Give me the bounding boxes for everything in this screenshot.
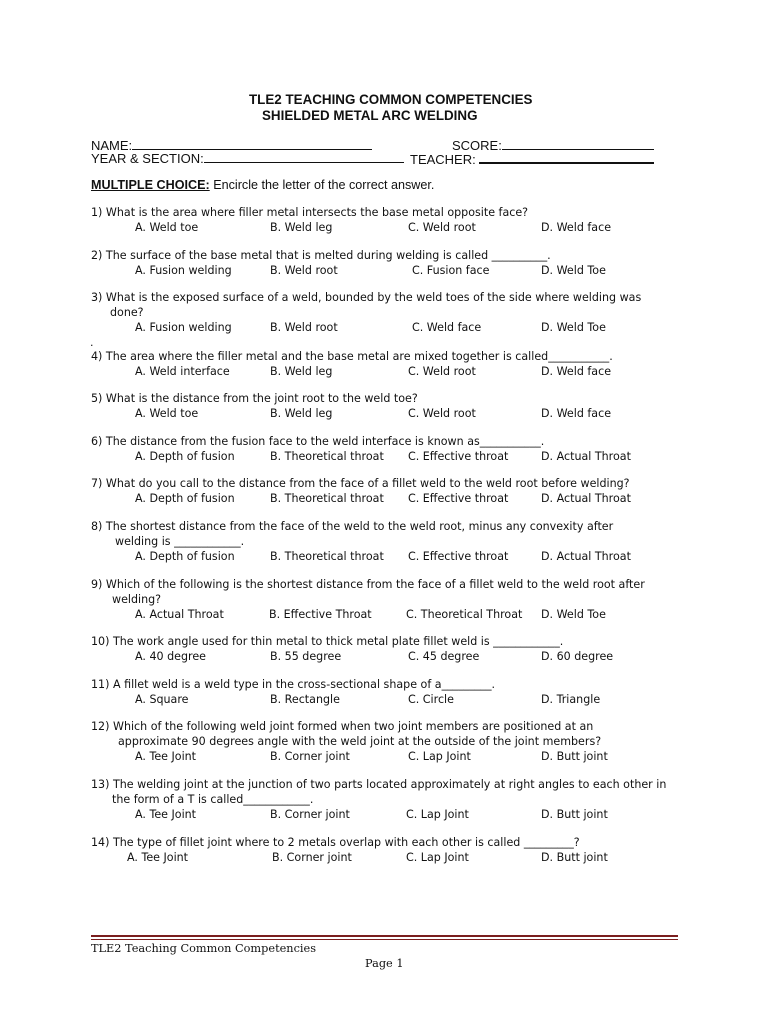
option-a[interactable]: A. Tee Joint: [135, 750, 197, 763]
option-b[interactable]: B. Effective Throat: [269, 608, 372, 621]
option-d[interactable]: D. Weld Toe: [541, 608, 606, 621]
option-a[interactable]: A. Actual Throat: [135, 608, 224, 621]
option-b[interactable]: B. Corner joint: [270, 808, 350, 821]
option-c[interactable]: C. Theoretical Throat: [406, 608, 523, 621]
option-b[interactable]: B. Weld leg: [270, 365, 333, 378]
question-text: 8) The shortest distance from the face of the weld to the weld root, minus any convexity after: [91, 520, 614, 533]
question-text-continued: done?: [110, 306, 144, 319]
option-a[interactable]: A. Fusion welding: [135, 264, 232, 277]
title-line-2: SHIELDED METAL ARC WELDING: [262, 108, 478, 123]
option-d[interactable]: D. Actual Throat: [541, 550, 631, 563]
option-b[interactable]: B. Weld leg: [270, 407, 333, 420]
option-a[interactable]: A. Depth of fusion: [135, 450, 235, 463]
question-text-continued: approximate 90 degrees angle with the weld joint at the outside of the joint members?: [118, 735, 602, 748]
option-d[interactable]: D. Actual Throat: [541, 492, 631, 505]
option-c[interactable]: C. Weld root: [408, 407, 476, 420]
instructions-text: Encircle the letter of the correct answer.: [209, 178, 435, 192]
score-label: SCORE:: [452, 138, 502, 153]
option-b[interactable]: B. Theoretical throat: [270, 492, 384, 505]
option-d[interactable]: D. Weld face: [541, 365, 612, 378]
option-d[interactable]: D. Weld face: [541, 221, 612, 234]
option-b[interactable]: B. Weld root: [270, 321, 338, 334]
option-a[interactable]: A. Tee Joint: [135, 808, 197, 821]
question-text-continued: welding?: [112, 593, 162, 606]
option-b[interactable]: B. Rectangle: [270, 693, 340, 706]
teacher-blank: [479, 150, 654, 164]
option-a[interactable]: A. Weld interface: [135, 365, 230, 378]
option-d[interactable]: D. 60 degree: [541, 650, 614, 663]
year-section-blank: [204, 150, 404, 163]
option-d[interactable]: D. Butt joint: [541, 808, 608, 821]
question-text: 7) What do you call to the distance from the face of a fillet weld to the weld root before welding?: [91, 477, 630, 490]
option-c[interactable]: C. 45 degree: [408, 650, 480, 663]
footer-rule-thick: [91, 935, 678, 937]
question-text-continued: the form of a T is called____________.: [112, 793, 314, 806]
footer-title: TLE2 Teaching Common Competencies: [91, 942, 316, 955]
title-line-1: TLE2 TEACHING COMMON COMPETENCIES: [249, 92, 533, 107]
question-text: 6) The distance from the fusion face to the weld interface is known as___________.: [91, 435, 545, 448]
question-text: 9) Which of the following is the shortest distance from the face of a fillet weld to the weld root after: [91, 578, 645, 591]
option-c[interactable]: C. Effective throat: [408, 492, 509, 505]
option-c[interactable]: C. Lap Joint: [408, 750, 471, 763]
option-c[interactable]: C. Effective throat: [408, 450, 509, 463]
option-b[interactable]: B. Weld root: [270, 264, 338, 277]
option-d[interactable]: D. Actual Throat: [541, 450, 631, 463]
question-text: 5) What is the distance from the joint root to the weld toe?: [91, 392, 418, 405]
page-number: Page 1: [365, 957, 404, 970]
option-c[interactable]: C. Fusion face: [412, 264, 490, 277]
option-c[interactable]: C. Lap Joint: [406, 851, 469, 864]
option-c[interactable]: C. Circle: [408, 693, 454, 706]
teacher-field: [410, 150, 654, 167]
option-b[interactable]: B. Corner joint: [270, 750, 350, 763]
year-section-label: YEAR & SECTION:: [91, 151, 204, 166]
option-d[interactable]: D. Butt joint: [541, 750, 608, 763]
option-b[interactable]: B. Weld leg: [270, 221, 333, 234]
option-c[interactable]: C. Weld face: [412, 321, 482, 334]
question-text: 4) The area where the filler metal and the base metal are mixed together is called___________.: [91, 350, 613, 363]
option-c[interactable]: C. Weld root: [408, 365, 476, 378]
option-c[interactable]: C. Lap Joint: [406, 808, 469, 821]
question-text: 14) The type of fillet joint where to 2 metals overlap with each other is called _________?: [91, 836, 580, 849]
option-a[interactable]: A. Fusion welding: [135, 321, 232, 334]
question-text: 3) What is the exposed surface of a weld, bounded by the weld toes of the side where welding was: [91, 291, 642, 304]
option-c[interactable]: C. Weld root: [408, 221, 476, 234]
option-d[interactable]: D. Weld face: [541, 407, 612, 420]
teacher-label: TEACHER:: [410, 152, 476, 167]
option-d[interactable]: D. Weld Toe: [541, 321, 606, 334]
question-text: 2) The surface of the base metal that is melted during welding is called __________.: [91, 249, 551, 262]
option-d[interactable]: D. Butt joint: [541, 851, 608, 864]
question-text-continued: welding is ____________.: [115, 535, 245, 548]
option-a[interactable]: A. Depth of fusion: [135, 550, 235, 563]
option-b[interactable]: B. Corner joint: [272, 851, 352, 864]
option-a[interactable]: A. Square: [135, 693, 189, 706]
instructions: [91, 178, 434, 192]
option-b[interactable]: B. Theoretical throat: [270, 450, 384, 463]
footer-rule-thin: [91, 939, 678, 940]
score-blank: [502, 137, 654, 150]
option-a[interactable]: A. Depth of fusion: [135, 492, 235, 505]
question-text: 11) A fillet weld is a weld type in the cross-sectional shape of a_________.: [91, 678, 496, 691]
option-a[interactable]: A. Weld toe: [135, 221, 199, 234]
option-b[interactable]: B. Theoretical throat: [270, 550, 384, 563]
question-text: 10) The work angle used for thin metal to thick metal plate fillet weld is ____________.: [91, 635, 564, 648]
name-label: NAME:: [91, 138, 133, 153]
name-blank: [132, 137, 372, 150]
question-text: 12) Which of the following weld joint formed when two joint members are positioned at an: [91, 720, 594, 733]
question-text: 1) What is the area where filler metal intersects the base metal opposite face?: [91, 206, 529, 219]
option-a[interactable]: A. 40 degree: [135, 650, 206, 663]
option-d[interactable]: D. Triangle: [541, 693, 601, 706]
year-section-field: [91, 150, 404, 166]
question-text: 13) The welding joint at the junction of two parts located approximately at right angles to each other in: [91, 778, 667, 791]
instructions-heading: MULTIPLE CHOICE:: [91, 178, 210, 192]
option-a[interactable]: A. Tee Joint: [127, 851, 189, 864]
option-a[interactable]: A. Weld toe: [135, 407, 199, 420]
option-b[interactable]: B. 55 degree: [270, 650, 342, 663]
stray-mark: .: [90, 336, 94, 349]
option-d[interactable]: D. Weld Toe: [541, 264, 606, 277]
option-c[interactable]: C. Effective throat: [408, 550, 509, 563]
